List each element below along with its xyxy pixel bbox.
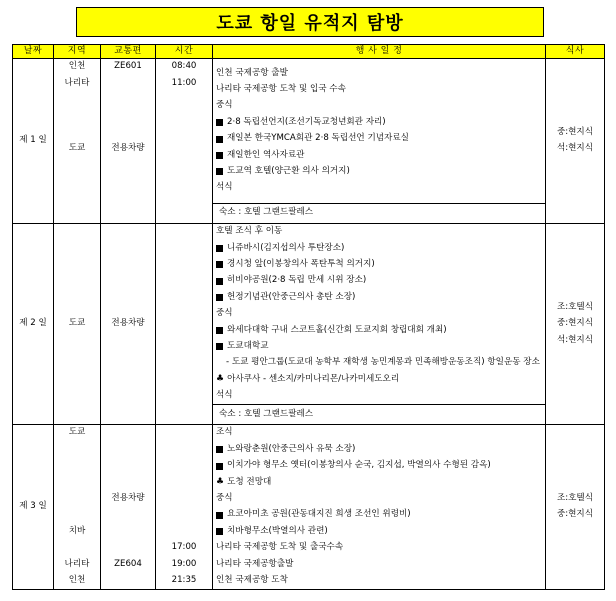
region-cell: [54, 207, 100, 223]
transport-cell: 전용차량: [111, 143, 145, 154]
transport-cell: [101, 157, 155, 173]
transport-cell: [101, 75, 155, 91]
region-cell: [54, 190, 100, 206]
transport-cell: [101, 125, 155, 141]
meal-cell: 석:현지식: [556, 143, 594, 154]
activity-text: 재일본 한국YMCA회관 2·8 독립선언 기념자료실: [227, 133, 409, 144]
activity-item: [216, 273, 545, 289]
activity-text: 와세다대학 구내 스코트홀(신간회 도쿄지회 창립대회 개최): [227, 324, 447, 335]
activity-item: [216, 573, 545, 589]
activity-item: [216, 82, 545, 98]
day1-region-col: [54, 59, 101, 224]
activity-item: [216, 65, 545, 81]
activity-text: 호텔 조식 후 이동: [216, 226, 283, 237]
transport-cell: [101, 108, 155, 124]
activity-item: [216, 388, 545, 404]
time-cell: [156, 474, 212, 490]
header-activity: 행 사 일 정: [213, 45, 546, 59]
transport-cell: [101, 507, 155, 523]
region-cell: 도쿄: [68, 143, 86, 154]
region-cell: [54, 125, 100, 141]
transport-cell: [101, 458, 155, 474]
activity-text: 헌정기념관(안중근의사 총탄 소장): [227, 291, 356, 302]
activity-item: [216, 289, 545, 305]
activity-text: - 도쿄 평안그룹(도쿄대 농학부 재학생 농민계몽과 민족해방운동조직) 항일운동 장소: [226, 357, 540, 368]
itinerary-table: [12, 44, 605, 590]
activity-text: 도청 전망대: [227, 476, 272, 487]
day3-region-col: [54, 425, 101, 590]
day3-time-col: [156, 425, 213, 590]
meal-cell: 중:현지식: [556, 318, 594, 329]
activity-text: 도교역 호텔(양근환 의사 의거지): [227, 165, 350, 176]
region-cell: 인천: [68, 61, 86, 72]
activity-text: 경시청 앞(이봉창의사 폭탄투척 의거지): [227, 258, 375, 269]
transport-cell: [101, 174, 155, 190]
activity-text: 중식: [216, 100, 233, 111]
club-bullet-icon: ♣: [216, 477, 225, 488]
transport-cell: [101, 425, 155, 441]
activity-text: 인천 국제공항 도착: [216, 574, 288, 585]
activity-item: [216, 425, 545, 441]
time-cell: 21:35: [171, 574, 197, 585]
time-cell: [156, 125, 212, 141]
time-cell: 08:40: [171, 61, 197, 72]
transport-cell: [101, 190, 155, 206]
square-bullet-icon: [216, 119, 223, 126]
activity-item: [216, 131, 545, 147]
activity-text: 히비야공원(2·8 독립 만세 시위 장소): [227, 275, 367, 286]
header-row: [13, 45, 605, 59]
square-bullet-icon: [216, 512, 223, 519]
day2-region: 도쿄: [54, 223, 101, 424]
region-cell: [54, 157, 100, 173]
activity-text: 노와랑춘원(안중근의사 유묵 소장): [227, 443, 356, 454]
meal-cell: 석:현지식: [556, 334, 594, 345]
square-bullet-icon: [216, 245, 223, 252]
transport-cell: [101, 540, 155, 556]
square-bullet-icon: [216, 446, 223, 453]
day1-row: [13, 59, 605, 204]
region-cell: 도쿄: [68, 427, 86, 438]
day1-label: 제 1 일: [13, 59, 54, 224]
page-title: 도쿄 항일 유적지 탐방: [76, 7, 544, 37]
activity-text: 석식: [216, 182, 233, 193]
activity-item: [216, 458, 545, 474]
activity-item: [216, 540, 545, 556]
time-cell: [156, 425, 212, 441]
region-cell: [54, 442, 100, 458]
activity-text: 인천 국제공항 출발: [216, 67, 288, 78]
activity-text: 2·8 독립선언지(조선기독교청년회관 자리): [227, 116, 386, 127]
time-cell: [156, 458, 212, 474]
meal-cell: 조:호텔식: [556, 493, 594, 504]
activity-text: 중식: [216, 493, 233, 504]
header-region: 지역: [54, 45, 101, 59]
square-bullet-icon: [216, 327, 223, 334]
day2-time-col: [156, 223, 213, 424]
square-bullet-icon: [216, 168, 223, 175]
square-bullet-icon: [216, 528, 223, 535]
region-cell: 치바: [68, 525, 86, 536]
activity-item: [216, 355, 545, 371]
activity-text: 중식: [216, 308, 233, 319]
day1-activities: [213, 59, 546, 204]
day2-row: [13, 223, 605, 404]
transport-cell: [101, 207, 155, 223]
activity-item: [216, 306, 545, 322]
square-bullet-icon: [216, 343, 223, 350]
meal-cell: 조:호텔식: [556, 301, 594, 312]
activity-item: [216, 556, 545, 572]
time-cell: [156, 92, 212, 108]
day2-meals: [546, 223, 605, 424]
activity-text: 재일한인 역사자료관: [227, 149, 305, 160]
transport-cell: [101, 573, 155, 589]
activity-item: [216, 524, 545, 540]
region-cell: [54, 92, 100, 108]
day2-lodging: 숙소 : 호텔 그랜드팔레스: [213, 405, 546, 425]
activity-text: 아사쿠사 - 센소지/카미나리몬/나카미세도오리: [227, 373, 400, 384]
activity-item: [216, 240, 545, 256]
transport-cell: [101, 442, 155, 458]
day2-transport: 전용차량: [101, 223, 156, 424]
time-cell: [156, 207, 212, 223]
activity-text: 니쥬바시(김지섭의사 투탄장소): [227, 242, 345, 253]
activity-item: [216, 507, 545, 523]
activity-item: [216, 115, 545, 131]
day1-transport-col: [101, 59, 156, 224]
day3-transport-col: [101, 425, 156, 590]
transport-cell: [101, 524, 155, 540]
time-cell: [156, 157, 212, 173]
activity-text: 나리타 국제공항 도착 및 출국수속: [216, 542, 344, 553]
region-cell: [54, 507, 100, 523]
meal-cell: 중:현지식: [556, 509, 594, 520]
time-cell: 19:00: [171, 558, 197, 569]
activity-text: 석식: [216, 390, 233, 401]
time-cell: [156, 141, 212, 157]
time-cell: 17:00: [171, 542, 197, 553]
activity-text: 치바형무소(박열의사 관련): [227, 525, 328, 536]
activity-text: 요코아미초 공원(관동대지진 희생 조선인 위령비): [227, 509, 411, 520]
square-bullet-icon: [216, 136, 223, 143]
day1-time-col: [156, 59, 213, 224]
region-cell: 나리타: [64, 558, 90, 569]
transport-cell: 전용차량: [111, 493, 145, 504]
day3-activities: [213, 425, 546, 590]
time-cell: [156, 108, 212, 124]
day3-row: [13, 425, 605, 590]
region-cell: [54, 458, 100, 474]
club-bullet-icon: ♣: [216, 374, 225, 385]
activity-item: [216, 224, 545, 240]
activity-item: [216, 442, 545, 458]
time-cell: [156, 507, 212, 523]
transport-cell: ZE604: [114, 558, 142, 569]
day1-lodging: 숙소 : 호텔 그랜드팔레스: [213, 203, 546, 223]
activity-item: [216, 164, 545, 180]
day1-meals: [546, 59, 605, 224]
activity-item: [216, 180, 545, 196]
region-cell: [54, 474, 100, 490]
transport-cell: ZE601: [114, 61, 142, 72]
activity-item: [216, 98, 545, 114]
activity-item: [216, 147, 545, 163]
region-cell: 인천: [68, 574, 86, 585]
time-cell: [156, 442, 212, 458]
day3-meals: [546, 425, 605, 590]
header-date: 날짜: [13, 45, 54, 59]
square-bullet-icon: [216, 463, 223, 470]
activity-item: [216, 257, 545, 273]
header-time: 시간: [156, 45, 213, 59]
region-cell: [54, 174, 100, 190]
day2-activities: [213, 223, 546, 404]
time-cell: [156, 174, 212, 190]
activity-text: 나리타 국제공항 도착 및 입국 수속: [216, 84, 346, 95]
activity-item: [216, 322, 545, 338]
activity-text: 나리타 국제공항출발: [216, 558, 294, 569]
day3-label: 제 3 일: [13, 425, 54, 590]
activity-item: [216, 491, 545, 507]
region-cell: [54, 108, 100, 124]
header-transport: 교통편: [101, 45, 156, 59]
square-bullet-icon: [216, 152, 223, 159]
header-meal: 식사: [546, 45, 605, 59]
activity-text: 이치가야 형무소 옛터(이봉창의사 순국, 김지섭, 박열의사 수형된 감옥): [227, 460, 491, 471]
activity-item: [216, 371, 545, 387]
activity-item: [216, 474, 545, 490]
activity-text: 조식: [216, 427, 233, 438]
time-cell: 11:00: [171, 77, 197, 88]
transport-cell: [101, 474, 155, 490]
square-bullet-icon: [216, 261, 223, 268]
time-cell: [156, 190, 212, 206]
activity-text: 도쿄대학교: [227, 340, 269, 351]
region-cell: [54, 540, 100, 556]
region-cell: 나리타: [64, 77, 90, 88]
region-cell: [54, 491, 100, 507]
time-cell: [156, 524, 212, 540]
day2-label: 제 2 일: [13, 223, 54, 424]
activity-item: [216, 339, 545, 355]
transport-cell: [101, 92, 155, 108]
meal-cell: 중:현지식: [556, 126, 594, 137]
time-cell: [156, 491, 212, 507]
square-bullet-icon: [216, 294, 223, 301]
square-bullet-icon: [216, 278, 223, 285]
